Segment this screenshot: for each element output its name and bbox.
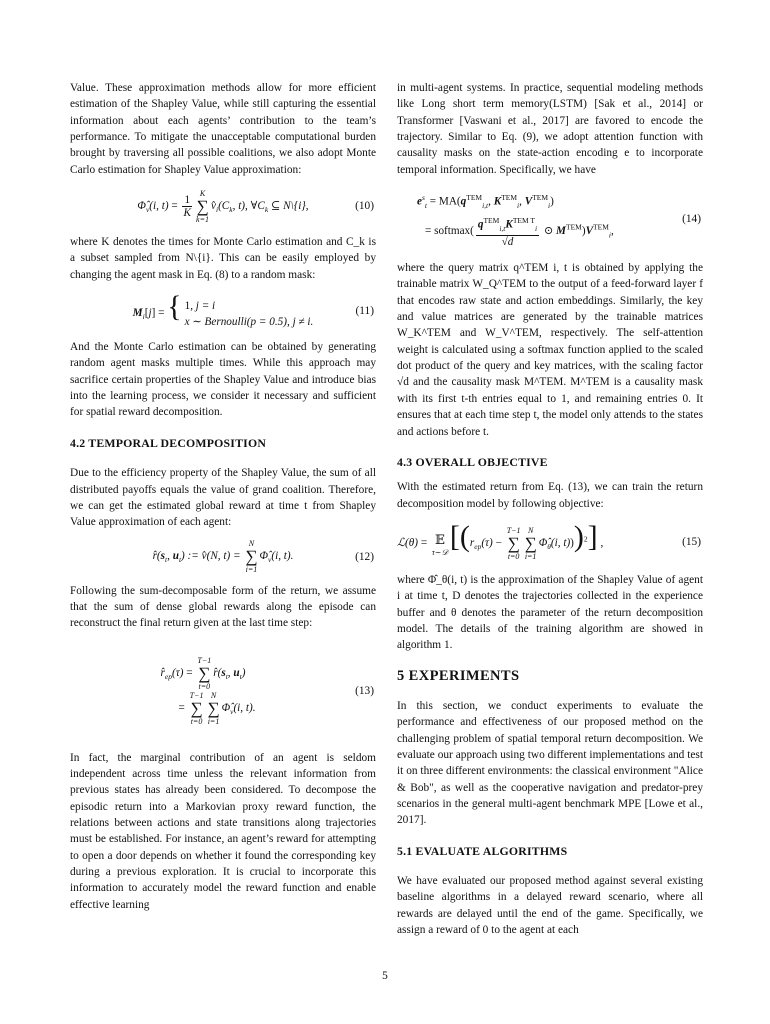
section-heading-4-3: 4.3 OVERALL OBJECTIVE [397, 454, 548, 469]
paragraph: where the query matrix q^TEM i, t is obtained by applying the trainable matrix W_Q^TEM to the output of a feed-forward layer f that encodes raw state and action embeddings. Similarly, the key and value matrices are generated by the trainable matrices W_K^TEM and W_V^TEM, respectively. The self-attention weight is calculated using a softmax function applied to the scaled dot product of the query and key matrices, with the scaling factor √d and the causality mask M^TEM. M^TEM is a causality mask with its first t-th entries equal to 1, and remaining entries 0. It ensures that at each time step t, the model only attends to the states and actions before t. [397, 262, 703, 438]
right-column [397, 80, 703, 938]
left-column [70, 80, 376, 913]
paragraph: We have evaluated our proposed method against several existing baseline algorithms in a delayed reward scenario, where all rewards are delayed until the end of the game. Specifically, we assign a reward of 0 to the agent at each [397, 875, 703, 937]
equation-12: $r̂(s_t$, $u_t$) := v̂(N, t) = N ∑ i=1 $\Phî_v(i$, t). (12) [152, 539, 374, 575]
section-heading-4-2: 4.2 TEMPORAL DECOMPOSITION [70, 435, 267, 450]
equation-15: ℒ(θ) = 𝔼 τ∼𝒟 [($r_{ep}(\tau)$ − T−1 ∑ t=0 N ∑ i=1 $\Phî_\theta(i$, t)))$^2$] , (15) [397, 520, 701, 562]
equation-number: (12) [355, 550, 374, 563]
paragraph: where K denotes the times for Monte Carlo estimation and C_k is a subset sampled from N\{i}. This can be easily employed by changing the agent mask in Eq. (8) to a random mask: [70, 236, 376, 281]
paragraph: where Φ̂_θ(i, t) is the approximation of the Shapley Value of agent i at time t, D denotes the trajectories collected in the experience buffer and θ denotes the parameter of the return decomposition model. The details of the training algorithm are showed in algorithm 1. [397, 573, 703, 652]
page-number: 5 [382, 970, 388, 982]
section-heading-5-1: 5.1 EVALUATE ALGORITHMS [397, 843, 568, 858]
paragraph: With the estimated return from Eq. (13), we can train the return decomposition model by following objective: [397, 481, 703, 510]
equation-13: $r̂_{ep}(\tau)$ = T−1 ∑ t=0 $r̂(s_t$, $u_t$) = T−1 ∑ t=0 N ∑ i=1 $\Phî_v(i$, t). (13) [160, 655, 374, 726]
equation-number: (11) [355, 304, 374, 317]
paragraph: Value. These approximation methods allow for more efficient estimation of the Shapley Value, while still capturing the essential information about each agents’ contribution to the team’s performance. To mitigate the unacceptable computational burden brought by traversing all possible coalitions, we also adopt Monte Carlo estimation for Shapley Value approximation: [70, 82, 376, 176]
equation-number: (10) [355, 199, 374, 212]
paragraph: In this section, we conduct experiments to evaluate the performance and effectiveness of our proposed method on the challenging problem of spatial temporal return decomposition. We evaluate our approach using two different implementations and test it on three different environments: the classical environment "Alice & Bob", as well as the cooperative navigation and predator-prey scenarios in the general multi-agent benchmark MPE [Lowe et al., 2017]. [397, 699, 703, 827]
equation-10: $\Phî_v(i$, t) = $\frac{1}{K}$ K ∑ k=1 $v̂_i(C_k$, t), $\forall C_k$ ⊆ N\{i}, (10) [137, 188, 374, 224]
paragraph: In fact, the marginal contribution of an agent is seldom independent across time unless the relevant information from previous states has already been considered. To decompose the episodic return into a Markovian proxy reward function, the relations between actions and state transitions along trajectories must be established. For instance, an agent’s reward for attempting to open a door depends on whether it found the corresponding key during a previous exploration. It is crucial to incorporate this information to accurately model the reward function and enable effective learning [70, 751, 376, 911]
equation-number: (15) [682, 535, 701, 548]
equation-number: (13) [355, 684, 374, 697]
paragraph: Due to the efficiency property of the Shapley Value, the sum of all distributed payoffs equals the value of grand coalition. Therefore, we can get the estimated global reward at time t from Shapley Value approximation of each agent: [70, 467, 376, 529]
paragraph: Following the sum-decomposable form of the return, we assume that the sum of dense global rewards along the episode can reconstruct the final return given at the last time step: [70, 584, 376, 630]
equation-number: (14) [682, 212, 701, 225]
paragraph: And the Monte Carlo estimation can be obtained by generating random agent masks multiple times. While this approach may sacrifice certain properties of the Shapley Value and introduce bias into the learning process, we consider it necessary and sufficient for spatial reward decomposition. [70, 341, 376, 419]
section-heading-5: 5 EXPERIMENTS [397, 667, 520, 684]
paragraph: in multi-agent systems. In practice, sequential modeling methods like Long short term memory(LSTM) [Sak et al., 2014] or Transformer [Vaswani et al., 2017] are favored to encode the trajectory. Similar to Eq. (9), we adopt attention function with causality masks on the state-action encoding e to incorporate temporal information. Specifically, we have [397, 82, 703, 176]
equation-11: $M_i[j]$ = { 1, j = i x ∼ Bernoulli(p = 0.5), j ≠ i. (11) [132, 290, 374, 328]
equation-14: $e^s_t = MA(q^{TEM}_{i,t}$, $K^{TEM}_i$, $V^{TEM}_i$) = softmax( $\frac{q^{TEM}_{i,t}K^{TEM T}_i}{√d}$ ⊙ $M^{TEM})V^{TEM}_i$, (14) [417, 193, 701, 248]
